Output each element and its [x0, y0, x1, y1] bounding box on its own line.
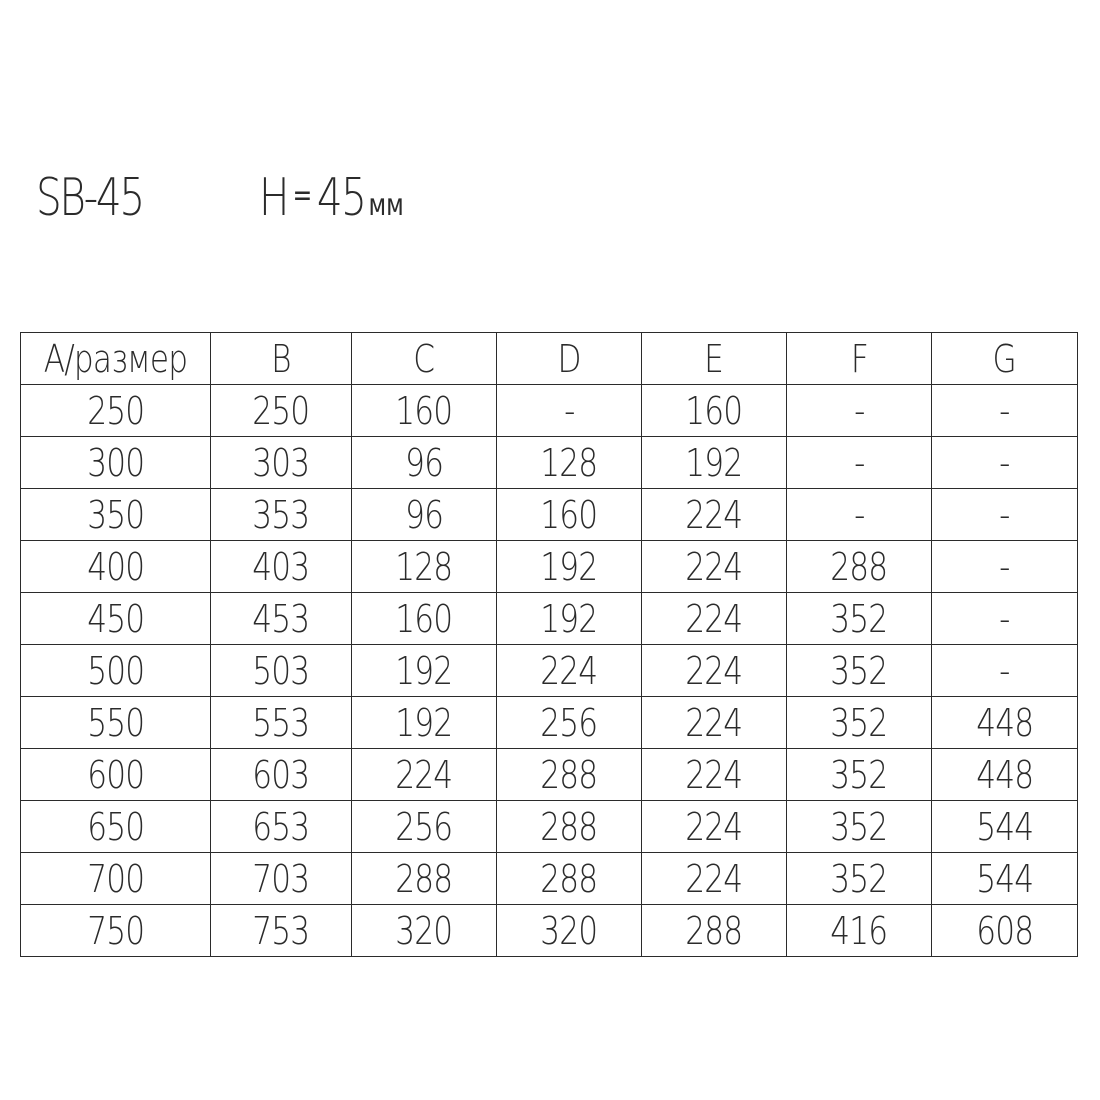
table-cell — [352, 489, 497, 541]
table-cell — [497, 801, 642, 853]
table-cell-value: 320 — [540, 908, 598, 953]
table-cell — [497, 489, 642, 541]
table-cell-value: 550 — [86, 700, 145, 745]
table-cell-value: 350 — [86, 492, 145, 537]
table-cell-value: 416 — [830, 908, 888, 953]
table-cell — [932, 437, 1078, 489]
table-cell-value: 703 — [252, 856, 310, 901]
table-cell-value: 160 — [395, 596, 453, 641]
column-header — [21, 333, 211, 385]
table-cell-value: 250 — [252, 388, 310, 433]
table-cell — [497, 385, 642, 437]
column-header-label: F — [850, 336, 868, 381]
table-cell — [211, 697, 352, 749]
table-cell — [497, 593, 642, 645]
table-cell-value: 160 — [685, 388, 743, 433]
size-table — [20, 332, 1078, 957]
table-cell — [497, 437, 642, 489]
table-cell-value: - — [853, 388, 865, 433]
table-cell — [21, 853, 211, 905]
table-cell-value: 403 — [252, 544, 310, 589]
table-cell — [497, 905, 642, 957]
table-cell-value: 192 — [540, 544, 598, 589]
table-cell-value: - — [999, 440, 1010, 485]
table-cell-value: 224 — [685, 700, 743, 745]
table-cell — [21, 749, 211, 801]
table-cell-value: 224 — [685, 856, 743, 901]
table-cell-value: 288 — [395, 856, 453, 901]
table-row — [21, 593, 1078, 645]
table-cell — [21, 697, 211, 749]
column-header-label: G — [992, 336, 1017, 381]
table-row — [21, 853, 1078, 905]
table-cell — [642, 905, 787, 957]
table-cell-value: 650 — [86, 804, 145, 849]
table-cell-value: 352 — [830, 700, 888, 745]
table-cell-value: 96 — [404, 440, 443, 485]
table-cell — [21, 541, 211, 593]
table-cell — [352, 905, 497, 957]
table-cell-value: 700 — [86, 856, 145, 901]
column-header-label: A/размер — [43, 336, 188, 381]
table-cell-value: 224 — [685, 804, 743, 849]
table-cell — [787, 593, 932, 645]
table-cell — [932, 489, 1078, 541]
table-cell — [642, 437, 787, 489]
table-cell — [211, 905, 352, 957]
table-row — [21, 905, 1078, 957]
table-cell — [932, 749, 1078, 801]
table-cell — [932, 905, 1078, 957]
column-header — [497, 333, 642, 385]
table-cell — [21, 385, 211, 437]
table-cell-value: 300 — [86, 440, 145, 485]
table-cell-value: 288 — [830, 544, 888, 589]
table-cell-value: 192 — [685, 440, 743, 485]
table-cell — [787, 697, 932, 749]
table-cell — [787, 437, 932, 489]
table-cell — [352, 801, 497, 853]
table-cell-value: 600 — [86, 752, 145, 797]
table-cell — [642, 645, 787, 697]
table-cell-value: 450 — [86, 596, 145, 641]
table-row — [21, 385, 1078, 437]
table-cell — [787, 749, 932, 801]
table-row — [21, 645, 1078, 697]
table-cell-value: 400 — [86, 544, 145, 589]
column-header-label: D — [557, 336, 581, 381]
table-row — [21, 437, 1078, 489]
table-cell-value: - — [999, 648, 1010, 693]
table-cell-value: 224 — [395, 752, 453, 797]
table-cell — [21, 801, 211, 853]
table-cell-value: 608 — [975, 908, 1034, 953]
table-cell — [211, 853, 352, 905]
table-cell-value: 256 — [540, 700, 598, 745]
table-cell — [932, 697, 1078, 749]
table-cell-value: 128 — [540, 440, 598, 485]
table-cell — [497, 541, 642, 593]
table-cell-value: 224 — [685, 544, 743, 589]
table-cell-value: 288 — [540, 856, 598, 901]
table-cell-value: 224 — [540, 648, 598, 693]
table-cell — [352, 749, 497, 801]
table-cell — [211, 801, 352, 853]
table-cell-value: 448 — [975, 752, 1034, 797]
column-header-label: E — [704, 336, 724, 381]
table-cell — [932, 385, 1078, 437]
table-cell-value: 160 — [540, 492, 598, 537]
table-cell-value: 256 — [395, 804, 453, 849]
table-cell — [642, 489, 787, 541]
table-cell-value: 288 — [540, 804, 598, 849]
model-name: SB-45 — [36, 168, 143, 228]
table-cell-value: 453 — [252, 596, 310, 641]
table-cell-value: 352 — [830, 648, 888, 693]
table-cell-value: 96 — [404, 492, 443, 537]
table-cell — [497, 645, 642, 697]
table-cell-value: - — [999, 388, 1010, 433]
table-cell-value: - — [999, 492, 1010, 537]
table-cell — [787, 489, 932, 541]
table-cell-value: 320 — [395, 908, 453, 953]
column-header-label: C — [413, 336, 435, 381]
column-header — [352, 333, 497, 385]
table-cell — [787, 645, 932, 697]
table-cell-value: 224 — [685, 752, 743, 797]
table-cell — [932, 541, 1078, 593]
height-equals: = — [292, 178, 313, 213]
table-cell-value: - — [563, 388, 575, 433]
table-cell — [21, 905, 211, 957]
table-cell — [211, 593, 352, 645]
column-header-label: B — [271, 336, 291, 381]
table-cell — [211, 385, 352, 437]
column-header — [211, 333, 352, 385]
table-cell — [787, 853, 932, 905]
table-cell — [211, 437, 352, 489]
table-row — [21, 749, 1078, 801]
table-cell-value: 352 — [830, 596, 888, 641]
table-row — [21, 489, 1078, 541]
table-cell-value: 544 — [975, 856, 1034, 901]
height-label: H — [259, 168, 288, 228]
table-cell-value: 192 — [540, 596, 598, 641]
table-cell — [932, 853, 1078, 905]
table-row — [21, 541, 1078, 593]
table-cell — [497, 749, 642, 801]
table-cell-value: 500 — [86, 648, 145, 693]
table-cell-value: 288 — [685, 908, 743, 953]
table-header-row — [21, 333, 1078, 385]
table-cell — [932, 645, 1078, 697]
table-cell — [642, 749, 787, 801]
table-cell-value: 160 — [395, 388, 453, 433]
table-cell-value: 750 — [86, 908, 145, 953]
table-cell-value: 653 — [252, 804, 310, 849]
table-cell-value: 303 — [252, 440, 310, 485]
table-cell-value: 250 — [86, 388, 145, 433]
table-cell — [497, 697, 642, 749]
height-spec — [259, 168, 404, 228]
table-cell-value: - — [999, 544, 1010, 589]
table-cell — [352, 645, 497, 697]
table-cell-value: 544 — [975, 804, 1034, 849]
column-header — [787, 333, 932, 385]
table-row — [21, 697, 1078, 749]
column-header — [642, 333, 787, 385]
table-cell-value: 192 — [395, 648, 453, 693]
table-cell — [642, 593, 787, 645]
table-cell-value: 128 — [395, 544, 453, 589]
table-cell-value: 224 — [685, 492, 743, 537]
table-cell — [352, 437, 497, 489]
table-cell — [642, 385, 787, 437]
table-cell-value: - — [853, 440, 865, 485]
table-cell — [642, 853, 787, 905]
table-cell-value: 288 — [540, 752, 598, 797]
height-value: 45 — [316, 168, 366, 228]
table-cell-value: 553 — [252, 700, 310, 745]
table-cell-value: 192 — [395, 700, 453, 745]
table-cell-value: 353 — [252, 492, 310, 537]
table-cell — [787, 801, 932, 853]
column-header — [932, 333, 1078, 385]
table-cell-value: 352 — [830, 752, 888, 797]
table-cell — [787, 541, 932, 593]
table-cell-value: 448 — [975, 700, 1034, 745]
table-cell — [211, 645, 352, 697]
table-cell — [642, 541, 787, 593]
table-cell — [932, 801, 1078, 853]
table-cell — [211, 541, 352, 593]
table-cell — [642, 801, 787, 853]
table-cell-value: 224 — [685, 648, 743, 693]
table-row — [21, 801, 1078, 853]
table-cell — [787, 385, 932, 437]
height-unit: мм — [368, 188, 404, 223]
table-cell — [787, 905, 932, 957]
table-cell-value: 503 — [252, 648, 310, 693]
table-cell — [21, 593, 211, 645]
table-cell — [211, 489, 352, 541]
table-cell — [21, 437, 211, 489]
table-cell-value: 753 — [252, 908, 310, 953]
table-cell — [211, 749, 352, 801]
table-cell-value: 603 — [252, 752, 310, 797]
table-cell — [642, 697, 787, 749]
table-cell — [21, 645, 211, 697]
table-body — [21, 385, 1078, 957]
table-cell — [352, 697, 497, 749]
table-cell-value: - — [999, 596, 1010, 641]
table-cell — [352, 385, 497, 437]
table-cell — [21, 489, 211, 541]
table-cell — [497, 853, 642, 905]
table-cell-value: 224 — [685, 596, 743, 641]
table-cell — [932, 593, 1078, 645]
table-cell — [352, 593, 497, 645]
table-cell-value: 352 — [830, 804, 888, 849]
table-cell-value: 352 — [830, 856, 888, 901]
table-cell — [352, 853, 497, 905]
table-cell-value: - — [853, 492, 865, 537]
table-cell — [352, 541, 497, 593]
